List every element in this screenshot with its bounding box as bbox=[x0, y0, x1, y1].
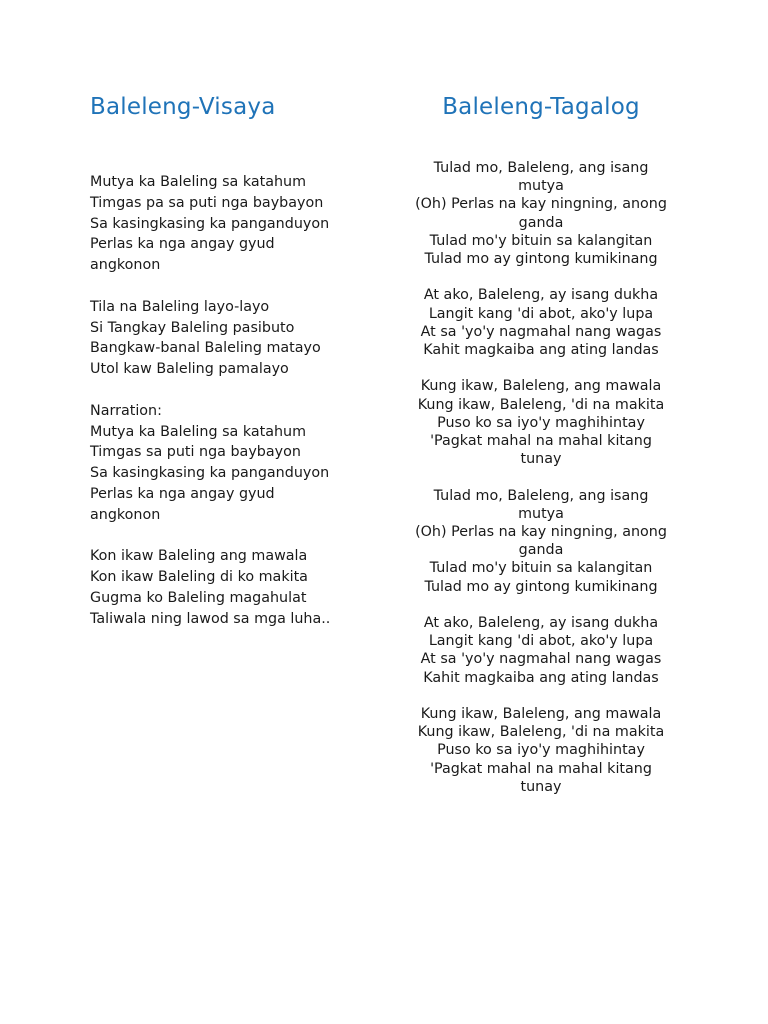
visaya-lyrics bbox=[90, 172, 380, 630]
lyric-line: Tila na Baleling layo-layo bbox=[90, 298, 270, 315]
lyric-line: Mutya ka Baleling sa katahum bbox=[90, 174, 307, 190]
lyric-line: At ako, Baleleng, ay isang dukha bbox=[423, 615, 659, 632]
visaya-stanza-4 bbox=[90, 546, 380, 629]
lyric-line: Tulad mo'y bituin sa kalangitan bbox=[429, 560, 653, 577]
lyric-line: Perlas ka nga angay gyud bbox=[90, 236, 275, 253]
lyric-line: Kung ikaw, Baleleng, 'di na makita bbox=[417, 724, 665, 741]
lyric-line: Utol kaw Baleling pamalayo bbox=[90, 361, 289, 378]
lyric-line: Puso ko sa iyo'y maghihintay bbox=[437, 742, 645, 759]
lyric-line: Tulad mo ay gintong kumikinang bbox=[424, 578, 658, 595]
visaya-stanza-1 bbox=[90, 172, 380, 276]
lyric-line: Kon ikaw Baleling ang mawala bbox=[90, 548, 308, 565]
lyric-line: Tulad mo, Baleleng, ang isang bbox=[433, 487, 649, 504]
lyric-line: mutya bbox=[518, 178, 564, 195]
lyric-line: Mutya ka Baleling sa katahum bbox=[90, 423, 307, 440]
lyric-line: Kon ikaw Baleling di ko makita bbox=[90, 569, 308, 586]
lyric-line: 'Pagkat mahal na mahal kitang bbox=[430, 760, 652, 777]
lyric-line: Timgas sa puti nga baybayon bbox=[90, 444, 301, 461]
visaya-stanza-2 bbox=[90, 297, 380, 380]
lyric-line: tunay bbox=[520, 451, 562, 468]
lyric-line: Kung ikaw, Baleleng, 'di na makita bbox=[417, 396, 665, 413]
lyric-line: Gugma ko Baleling magahulat bbox=[90, 589, 307, 606]
lyric-line: angkonon bbox=[90, 257, 161, 274]
lyric-line: Si Tangkay Baleling pasibuto bbox=[90, 319, 295, 336]
lyric-line: Tulad mo'y bituin sa kalangitan bbox=[429, 232, 653, 249]
lyric-line: Tulad mo, Baleleng, ang isang bbox=[433, 160, 649, 176]
lyric-line: Taliwala ning lawod sa mga luha.. bbox=[90, 610, 331, 627]
lyric-line: Sa kasingkasing ka panganduyon bbox=[90, 465, 330, 482]
tagalog-lyrics bbox=[395, 159, 687, 796]
lyric-line: Timgas pa sa puti nga baybayon bbox=[90, 194, 324, 211]
lyric-line: mutya bbox=[518, 505, 564, 522]
tagalog-stanza-2 bbox=[395, 286, 687, 359]
lyric-line: 'Pagkat mahal na mahal kitang bbox=[430, 433, 652, 450]
lyric-line: Langit kang 'di abot, ako'y lupa bbox=[428, 305, 654, 322]
tagalog-stanza-3 bbox=[395, 377, 687, 468]
lyric-line: (Oh) Perlas na kay ningning, anong bbox=[415, 524, 667, 541]
lyric-line: Sa kasingkasing ka panganduyon bbox=[90, 215, 330, 232]
lyric-line: ganda bbox=[518, 542, 564, 559]
tagalog-title: Baleleng-Tagalog bbox=[442, 94, 640, 120]
lyric-line: Kung ikaw, Baleleng, ang mawala bbox=[420, 706, 662, 723]
lyric-line: Kahit magkaiba ang ating landas bbox=[423, 669, 659, 686]
visaya-title: Baleleng-Visaya bbox=[90, 94, 276, 120]
tagalog-stanza-4 bbox=[395, 487, 687, 596]
lyric-line: At sa 'yo'y nagmahal nang wagas bbox=[420, 651, 662, 668]
lyric-line: Perlas ka nga angay gyud bbox=[90, 485, 275, 502]
visaya-stanza-3 bbox=[90, 401, 380, 526]
lyric-line: Langit kang 'di abot, ako'y lupa bbox=[428, 633, 654, 650]
lyric-line: ganda bbox=[518, 214, 564, 231]
tagalog-stanza-1 bbox=[395, 159, 687, 268]
lyric-line: tunay bbox=[520, 778, 562, 795]
narration-label: Narration: bbox=[90, 402, 162, 419]
tagalog-stanza-6 bbox=[395, 705, 687, 796]
lyric-line: At ako, Baleleng, ay isang dukha bbox=[423, 287, 659, 304]
lyric-line: Kahit magkaiba ang ating landas bbox=[423, 342, 659, 359]
lyric-line: Bangkaw-banal Baleling matayo bbox=[90, 340, 321, 357]
lyric-line: Kung ikaw, Baleleng, ang mawala bbox=[420, 378, 662, 395]
lyric-line: angkonon bbox=[90, 506, 161, 523]
tagalog-stanza-5 bbox=[395, 614, 687, 687]
lyric-line: At sa 'yo'y nagmahal nang wagas bbox=[420, 323, 662, 340]
lyric-line: Puso ko sa iyo'y maghihintay bbox=[437, 414, 645, 431]
lyric-line: Tulad mo ay gintong kumikinang bbox=[424, 251, 658, 268]
lyric-line: (Oh) Perlas na kay ningning, anong bbox=[415, 196, 667, 213]
